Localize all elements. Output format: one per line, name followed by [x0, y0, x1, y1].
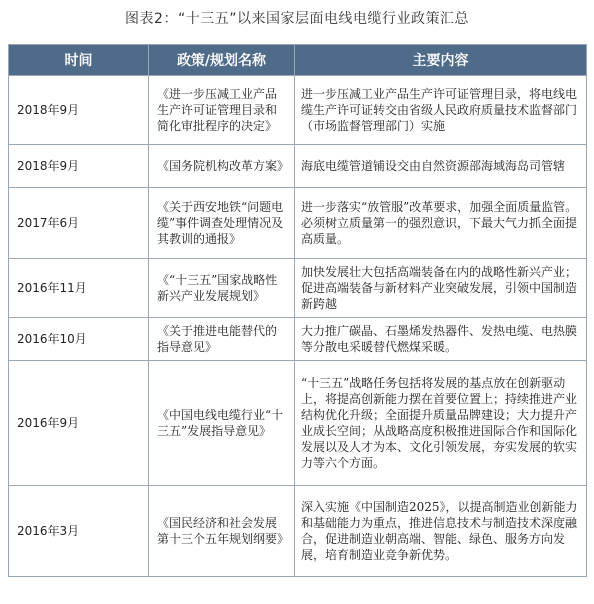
cell-time: 2016年9月	[9, 361, 149, 486]
cell-time: 2016年11月	[9, 259, 149, 318]
table-row	[9, 259, 587, 318]
cell-content: 进一步压减工业产品生产许可证管理目录，将电线电缆生产许可证转交由省级人民政府质量技术监督部门（市场监督管理部门）实施	[295, 76, 587, 145]
table-row	[9, 188, 587, 259]
cell-time: 2016年10月	[9, 318, 149, 361]
table-row	[9, 145, 587, 188]
cell-time: 2016年3月	[9, 486, 149, 577]
cell-policy-name: 《国务院机构改革方案》	[149, 145, 295, 188]
header-main-content: 主要内容	[295, 45, 587, 76]
table-row	[9, 76, 587, 145]
cell-policy-name: 《进一步压减工业产品生产许可证管理目录和简化审批程序的决定》	[149, 76, 295, 145]
cell-policy-name: 《“十三五”国家战略性新兴产业发展规划》	[149, 259, 295, 318]
header-policy-name: 政策/规划名称	[149, 45, 295, 76]
table-row	[9, 318, 587, 361]
cell-policy-name: 《关于推进电能替代的指导意见》	[149, 318, 295, 361]
cell-policy-name: 《中国电线电缆行业“十三五”发展指导意见》	[149, 361, 295, 486]
cell-time: 2018年9月	[9, 76, 149, 145]
cell-time: 2018年9月	[9, 145, 149, 188]
cell-time: 2017年6月	[9, 188, 149, 259]
cell-policy-name: 《关于西安地铁“问题电缆”事件调查处理情况及其教训的通报》	[149, 188, 295, 259]
header-time: 时间	[9, 45, 149, 76]
cell-content: 加快发展壮大包括高端装备在内的战略性新兴产业；促进高端装备与新材料产业突破发展，引领中国制造新跨越	[295, 259, 587, 318]
cell-content: 深入实施《中国制造2025》，以提高制造业创新能力和基础能力为重点，推进信息技术与制造技术深度融合，促进制造业朝高端、智能、绿色、服务方向发展，培育制造业竞争新优势。	[295, 486, 587, 577]
cell-content: 海底电缆管道铺设交由自然资源部海域海岛司管辖	[295, 145, 587, 188]
policy-table	[8, 44, 587, 577]
table-header-row	[9, 45, 587, 76]
chart-title: 图表2：“十三五”以来国家层面电线电缆行业政策汇总	[125, 11, 469, 27]
table-row	[9, 361, 587, 486]
cell-policy-name: 《国民经济和社会发展第十三个五年规划纲要》	[149, 486, 295, 577]
cell-content: 大力推广碳晶、石墨烯发热器件、发热电缆、电热膜等分散电采暖替代燃煤采暖。	[295, 318, 587, 361]
table-row	[9, 486, 587, 577]
cell-content: 进一步落实“放管服”改革要求，加强全面质量监管。必须树立质量第一的强烈意识，下最大气力抓全面提高质量。	[295, 188, 587, 259]
cell-content: “十三五”战略任务包括将发展的基点放在创新驱动上，将提高创新能力摆在首要位置上；持续推进产业结构优化升级；全面提升质量品牌建设；大力提升产业成长空间；从战略高度积极推进国际合作和国际化发展以及人才为本、文化引领发展，夯实发展的软实力等六个方面。	[295, 361, 587, 486]
